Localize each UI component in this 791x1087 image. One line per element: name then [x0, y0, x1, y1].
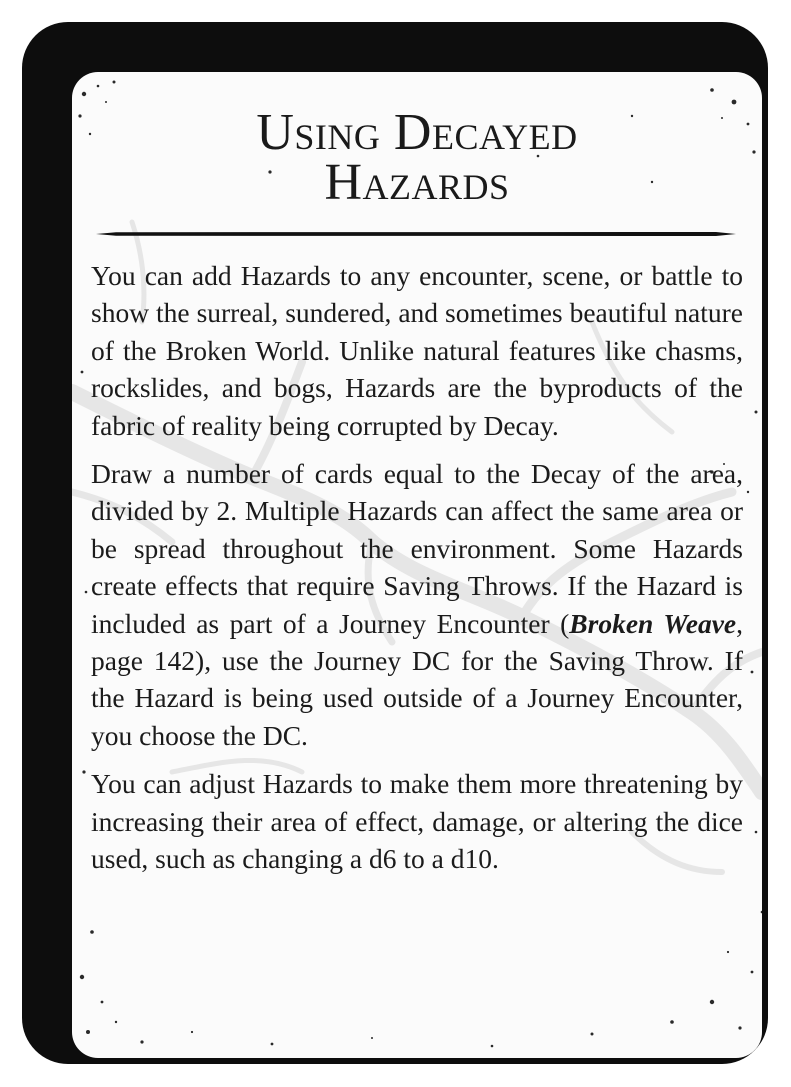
paragraph-drawing-cards-text-2: , page 142), use the Journey DC for the Saving Throw. If the Hazard is being used outside of a Journey Encounter, you choose the DC. [91, 607, 743, 751]
paragraph-intro: You can add Hazards to any encounter, scene, or battle to show the surreal, sundered, and sometimes beautiful nature of the Broken World. Unlike natural features like chasms, rockslides, and bogs, Hazards are the byproducts of the fabric of reality being corrupted by Decay. [91, 260, 743, 441]
title-divider [96, 230, 736, 238]
card-body [91, 257, 743, 889]
paragraph-adjusting-hazards: You can adjust Hazards to make them more threatening by increasing their area of effect, damage, or altering the dice used, such as changing a d6 to a d10. [91, 768, 743, 875]
paragraph-drawing-cards-text-1: Draw a number of cards equal to the Decay of the area, divided by 2. Multiple Hazards can affect the same area or be spread throughout the environment. Some Hazards create effects that require Saving Throws. If the Hazard is included as part of a Journey Encounter ( [91, 458, 743, 639]
card-title-line-1: Using Decayed [256, 104, 578, 161]
card-title-line-2: Hazards [324, 154, 510, 211]
card-frame [22, 22, 768, 1064]
card-face [72, 72, 762, 1058]
book-reference: Broken Weave [569, 607, 737, 639]
paragraph-drawing-cards [91, 455, 743, 754]
card-title [72, 104, 762, 211]
